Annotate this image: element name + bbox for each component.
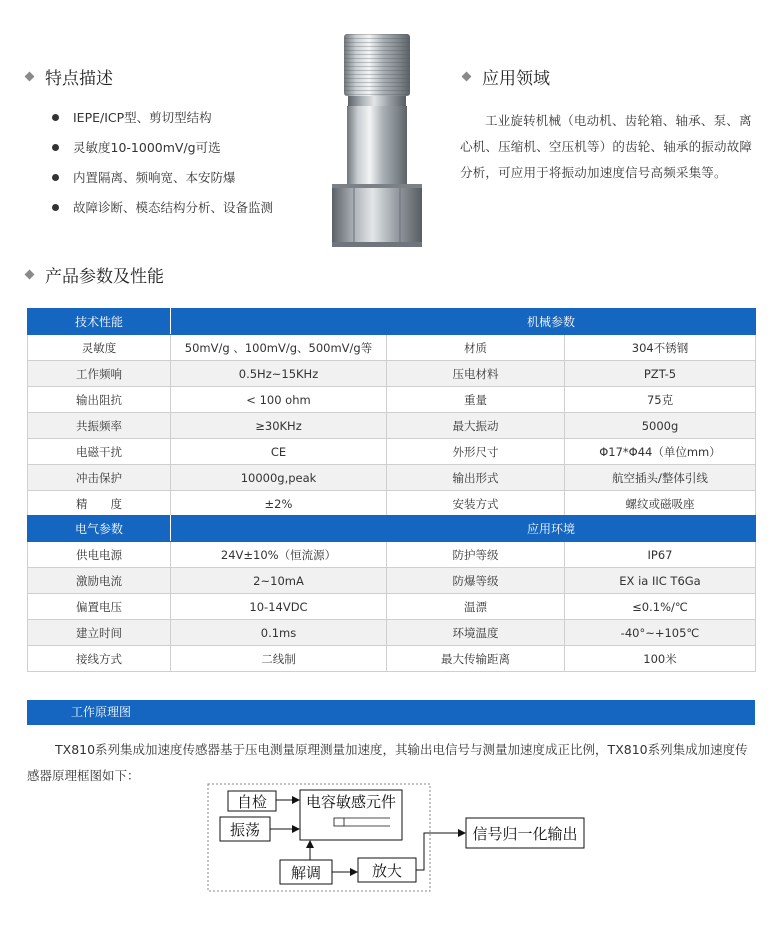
list-item: 内置隔离、频响宽、本安防爆 xyxy=(52,167,273,197)
table-row: 供电电源 24V±10%（恒流源） 防护等级 IP67 xyxy=(28,542,756,568)
svg-text:放大: 放大 xyxy=(371,862,403,880)
svg-text:振荡: 振荡 xyxy=(229,821,261,839)
features-title: 特点描述 xyxy=(45,69,113,89)
application-text: 工业旋转机械（电动机、齿轮箱、轴承、泵、离心机、压缩机、空压机等）的齿轮、轴承的振动故障分析，可应用于将振动加速度信号高频采集等。 xyxy=(460,113,753,180)
svg-text:自检: 自检 xyxy=(236,793,268,811)
table-row: 偏置电压 10-14VDC 温漂 ≤0.1%/℃ xyxy=(28,594,756,620)
diamond-bullet-icon xyxy=(25,270,35,280)
table-row: 精 度 ±2% 安装方式 螺纹或磁吸座 xyxy=(28,491,756,517)
table-row: 工作频响 0.5Hz~15KHz 压电材料 PZT-5 xyxy=(28,361,756,387)
list-item: 故障诊断、模态结构分析、设备监测 xyxy=(52,197,273,227)
principle-intro: TX810系列集成加速度传感器基于压电测量原理测量加速度，其输出电信号与测量加速度成正比例，TX810系列集成加速度传感器原理框图如下： xyxy=(27,742,748,783)
svg-text:解调: 解调 xyxy=(290,864,322,882)
dot-bullet-icon xyxy=(52,144,59,151)
spec-table-electrical xyxy=(27,515,756,672)
diamond-bullet-icon xyxy=(462,72,472,82)
dot-bullet-icon xyxy=(52,174,59,181)
list-item: IEPE/ICP型、剪切型结构 xyxy=(52,107,273,137)
table-row: 灵敏度 50mV/g 、100mV/g、500mV/g等 材质 304不锈钢 xyxy=(28,335,756,361)
principle-bar xyxy=(27,700,755,725)
table-header xyxy=(28,309,756,335)
table-row: 激励电流 2~10mA 防爆等级 EX ia IIC T6Ga xyxy=(28,568,756,594)
table-header-cell: 技术性能 xyxy=(28,309,171,335)
table-header-cell: 电气参数 xyxy=(28,516,171,542)
diamond-bullet-icon xyxy=(25,72,35,82)
dot-bullet-icon xyxy=(52,114,59,121)
application-heading xyxy=(463,64,550,89)
principle-block-diagram xyxy=(200,780,600,895)
svg-text:电容敏感元件: 电容敏感元件 xyxy=(305,793,397,811)
table-row: 共振频率 ≥30KHz 最大振动 5000g xyxy=(28,413,756,439)
application-title: 应用领域 xyxy=(482,69,550,89)
list-item: 灵敏度10-1000mV/g可选 xyxy=(52,137,273,167)
table-header-cell xyxy=(171,516,387,542)
table-row: 输出阻抗 < 100 ohm 重量 75克 xyxy=(28,387,756,413)
table-row: 电磁干扰 CE 外形尺寸 Φ17*Φ44（单位mm） xyxy=(28,439,756,465)
table-header-cell: 应用环境 xyxy=(387,516,756,542)
table-row: 接线方式 二线制 最大传输距离 100米 xyxy=(28,646,756,672)
dot-bullet-icon xyxy=(52,204,59,211)
spec-table-mechanical xyxy=(27,308,756,517)
table-header xyxy=(28,516,756,542)
sensor-product-image xyxy=(330,34,426,254)
svg-text:信号归一化输出: 信号归一化输出 xyxy=(472,825,578,843)
table-header-cell xyxy=(171,309,387,335)
params-title: 产品参数及性能 xyxy=(45,267,164,287)
features-heading xyxy=(26,64,113,89)
feature-list xyxy=(52,107,273,227)
params-heading xyxy=(26,262,164,287)
table-row: 建立时间 0.1ms 环境温度 -40°~+105℃ xyxy=(28,620,756,646)
table-header-cell: 机械参数 xyxy=(387,309,756,335)
table-row: 冲击保护 10000g,peak 输出形式 航空插头/整体引线 xyxy=(28,465,756,491)
principle-bar-title: 工作原理图 xyxy=(71,705,132,719)
